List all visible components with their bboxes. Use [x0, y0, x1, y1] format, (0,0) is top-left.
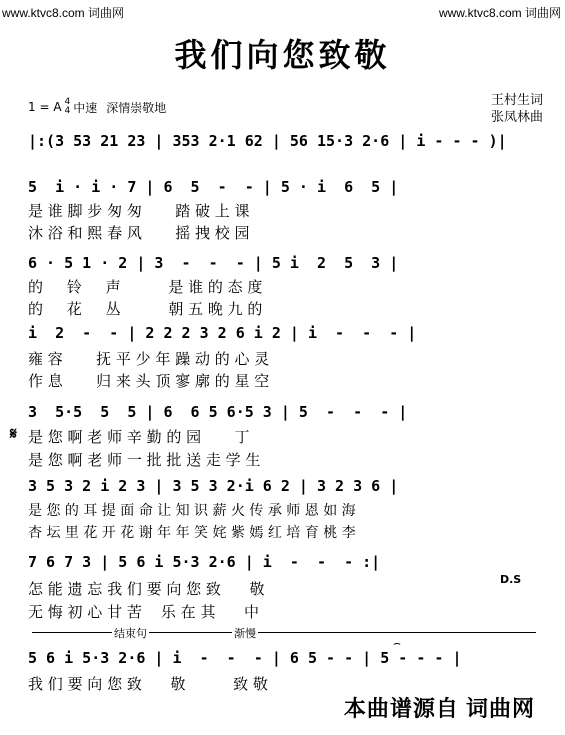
lyric-line: 是 您 的 耳 提 面 命 让 知 识 薪 火 传 承 师 恩 如 海 [28, 503, 356, 519]
notation-row: 5 i · i · 7 | 6 5 - - | 5 · i 6 5 | [28, 178, 399, 196]
ending-line [32, 632, 536, 633]
time-num: 4 [64, 97, 71, 107]
lyric-line: 无 悔 初 心 甘 苦 乐 在 其 中 [28, 603, 260, 621]
notation-row: i 2 - - | 2 2 2 3 2 6 i 2 | i - - - | [28, 324, 417, 342]
ritardando-label: 渐慢 [234, 627, 256, 640]
watermark-right: www.ktvc8.com 词曲网 [438, 6, 561, 20]
notation-row: 3 5 3 2 i 2 3 | 3 5 3 2·i 6 2 | 3 2 3 6 | [28, 477, 399, 495]
time-signature [65, 98, 71, 116]
lyric-line: 杏 坛 里 花 开 花 谢 年 年 笑 姹 紫 嫣 红 培 育 桃 李 [28, 525, 356, 541]
lyric-line: 是 您 啊 老 师 一 批 批 送 走 学 生 [28, 451, 261, 469]
lyric-line: 沐 浴 和 熙 春 风 摇 拽 校 园 [28, 224, 250, 242]
fermata-icon: ⌢ [393, 636, 401, 650]
lyric-line: 雍 容 抚 平 少 年 躁 动 的 心 灵 [28, 350, 270, 368]
ds-mark: D.S [500, 573, 522, 586]
time-den: 4 [64, 106, 71, 116]
lyric-line: 作 息 归 来 头 顶 寥 廓 的 星 空 [28, 372, 270, 390]
credits [491, 92, 543, 126]
lyric-line: 是 谁 脚 步 匆 匆 踏 破 上 课 [28, 202, 250, 220]
lyric-line: 怎 能 遗 忘 我 们 要 向 您 致 敬 [28, 580, 265, 598]
segno-icon: 𝄋 [10, 424, 17, 443]
key-signature [28, 98, 166, 116]
song-title: 我们向您致敬 [174, 36, 391, 74]
lyric-line: 我 们 要 向 您 致 敬 致 敬 [28, 675, 268, 693]
source-footer: 本曲谱源自 词曲网 [343, 696, 535, 721]
watermark-left: www.ktvc8.com 词曲网 [2, 6, 125, 20]
notation-row: 6 · 5 1 · 2 | 3 - - - | 5 i 2 5 3 | [28, 254, 399, 272]
ending-label: 结束句 [114, 627, 147, 640]
notation-row: 3 5·5 5 5 | 6 6 5 6·5 3 | 5 - - - | [28, 403, 408, 421]
notation-row: 7 6 7 3 | 5 6 i 5·3 2·6 | i - - - :| [28, 553, 381, 571]
tempo: 中速 [73, 100, 98, 115]
notation-row: 5 6 i 5·3 2·6 | i - - - | 6 5 - - | 5 - - - | [28, 649, 462, 667]
lyric-line: 的 铃 声 是 谁 的 态 度 [28, 278, 263, 296]
expression: 深情崇敬地 [106, 100, 167, 115]
lyric-line: 是 您 啊 老 师 辛 勤 的 园 丁 [28, 428, 250, 446]
notation-row: |:(3 53 21 23 | 353 2·1 62 | 56 15·3 2·6 | i - - - )| [28, 132, 507, 150]
lyricist: 王村生词 [490, 93, 543, 108]
composer: 张凤林曲 [490, 110, 543, 125]
lyric-line: 的 花 丛 朝 五 晚 九 的 [28, 300, 263, 318]
key-prefix: 1 = A [28, 100, 62, 114]
